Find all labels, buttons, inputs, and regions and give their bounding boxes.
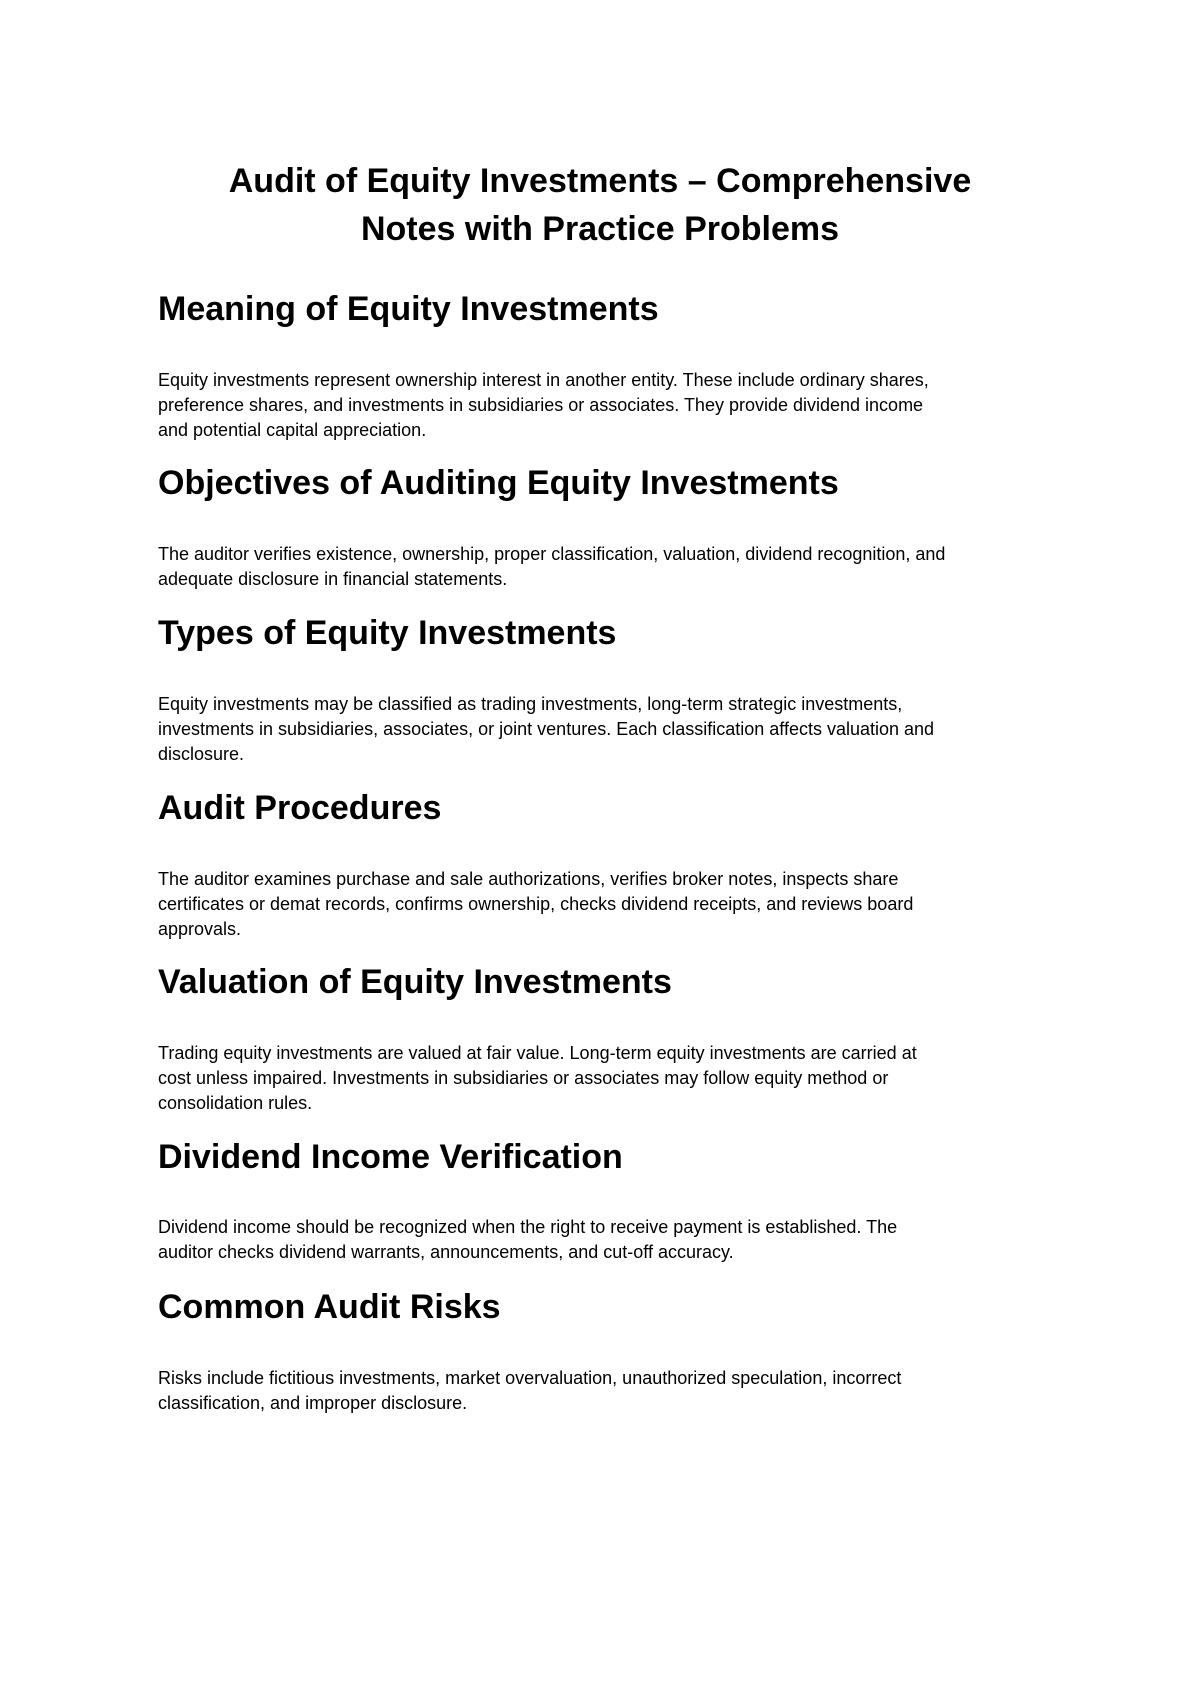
section-body-risks: [158, 1366, 1058, 1416]
section-body-line: cost unless impaired. Investments in subsidiaries or associates may follow equity method or: [158, 1068, 889, 1088]
section-body-line: investments in subsidiaries, associates, or joint ventures. Each classification affects valuation and: [158, 719, 935, 739]
section-heading-risks: Common Audit Risks: [158, 1288, 501, 1326]
section-body-objectives: [158, 542, 1058, 592]
section-body-dividend: [158, 1215, 1058, 1265]
section-body-line: Equity investments may be classified as trading investments, long-term strategic investments,: [158, 694, 903, 714]
section-heading-types: Types of Equity Investments: [158, 614, 617, 652]
section-heading-dividend: Dividend Income Verification: [158, 1138, 623, 1176]
section-body-line: disclosure.: [158, 744, 245, 764]
section-body-line: consolidation rules.: [158, 1093, 313, 1113]
section-body-line: Equity investments represent ownership interest in another entity. These include ordinary shares,: [158, 370, 929, 390]
section-body-line: Trading equity investments are valued at fair value. Long-term equity investments are carried at: [158, 1043, 917, 1063]
section-heading-valuation: Valuation of Equity Investments: [158, 963, 672, 1001]
section-body-line: The auditor examines purchase and sale authorizations, verifies broker notes, inspects share: [158, 869, 899, 889]
document-title-line-2: Notes with Practice Problems: [360, 210, 840, 248]
section-body-line: approvals.: [158, 919, 242, 939]
section-body-line: Risks include fictitious investments, market overvaluation, unauthorized speculation, incorrect: [158, 1368, 902, 1388]
section-heading-procedures: Audit Procedures: [158, 789, 442, 827]
document-title-line-1: Audit of Equity Investments – Comprehensive: [228, 162, 972, 200]
document-title: [150, 157, 1050, 253]
section-body-procedures: [158, 867, 1058, 942]
section-heading-meaning: Meaning of Equity Investments: [158, 290, 659, 328]
section-body-line: Dividend income should be recognized when the right to receive payment is established. The: [158, 1217, 898, 1237]
section-body-line: preference shares, and investments in subsidiaries or associates. They provide dividend income: [158, 395, 924, 415]
section-body-valuation: [158, 1041, 1058, 1116]
section-body-line: classification, and improper disclosure.: [158, 1393, 468, 1413]
section-body-line: auditor checks dividend warrants, announcements, and cut-off accuracy.: [158, 1242, 734, 1262]
section-body-meaning: [158, 368, 1058, 443]
section-body-line: adequate disclosure in financial statements.: [158, 569, 508, 589]
section-body-types: [158, 692, 1058, 767]
section-body-line: The auditor verifies existence, ownership, proper classification, valuation, dividend recognition, and: [158, 544, 946, 564]
section-heading-objectives: Objectives of Auditing Equity Investments: [158, 464, 839, 502]
section-body-line: certificates or demat records, confirms ownership, checks dividend receipts, and reviews board: [158, 894, 914, 914]
section-body-line: and potential capital appreciation.: [158, 420, 427, 440]
